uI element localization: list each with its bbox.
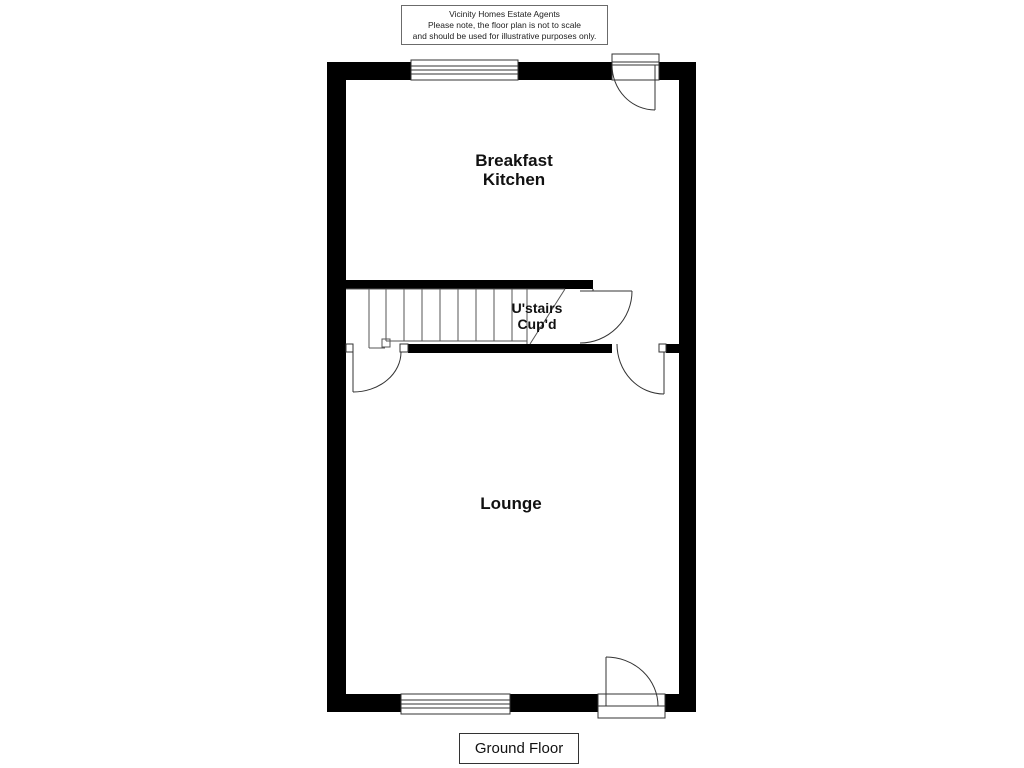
kitchen-label-line1: Breakfast	[475, 151, 553, 170]
lounge-right-door	[617, 344, 666, 394]
lounge-left-door	[346, 344, 408, 392]
top-window	[411, 60, 518, 80]
kitchen-label-line2: Kitchen	[482, 170, 546, 189]
front-door	[598, 657, 665, 718]
cupboard-door	[580, 289, 632, 343]
top-wall-right	[659, 62, 696, 80]
disclaimer-company: Vicinity Homes Estate Agents	[449, 9, 560, 19]
bottom-wall-right	[665, 694, 696, 712]
floor-label: Ground Floor	[459, 733, 579, 764]
lounge-divider-wall	[408, 344, 612, 353]
disclaimer-note: Please note, the floor plan is not to scale	[427, 20, 582, 30]
left-wall	[327, 62, 346, 712]
lounge-label: Lounge	[480, 494, 542, 513]
cupboard-label-line1: U'stairs	[511, 300, 563, 316]
right-wall	[679, 62, 696, 712]
top-wall-left	[327, 62, 411, 80]
kitchen-divider-wall	[346, 280, 593, 289]
top-wall-middle	[518, 62, 612, 80]
bottom-wall-middle	[510, 694, 598, 712]
disclaimer-note-cont: and should be used for illustrative purposes only.	[412, 31, 597, 41]
bottom-window	[401, 694, 510, 714]
divider-wall-stub	[666, 344, 679, 353]
kitchen-back-door	[612, 54, 659, 110]
bottom-wall-left	[327, 694, 401, 712]
cupboard-label-line2: Cup'd	[517, 316, 557, 332]
